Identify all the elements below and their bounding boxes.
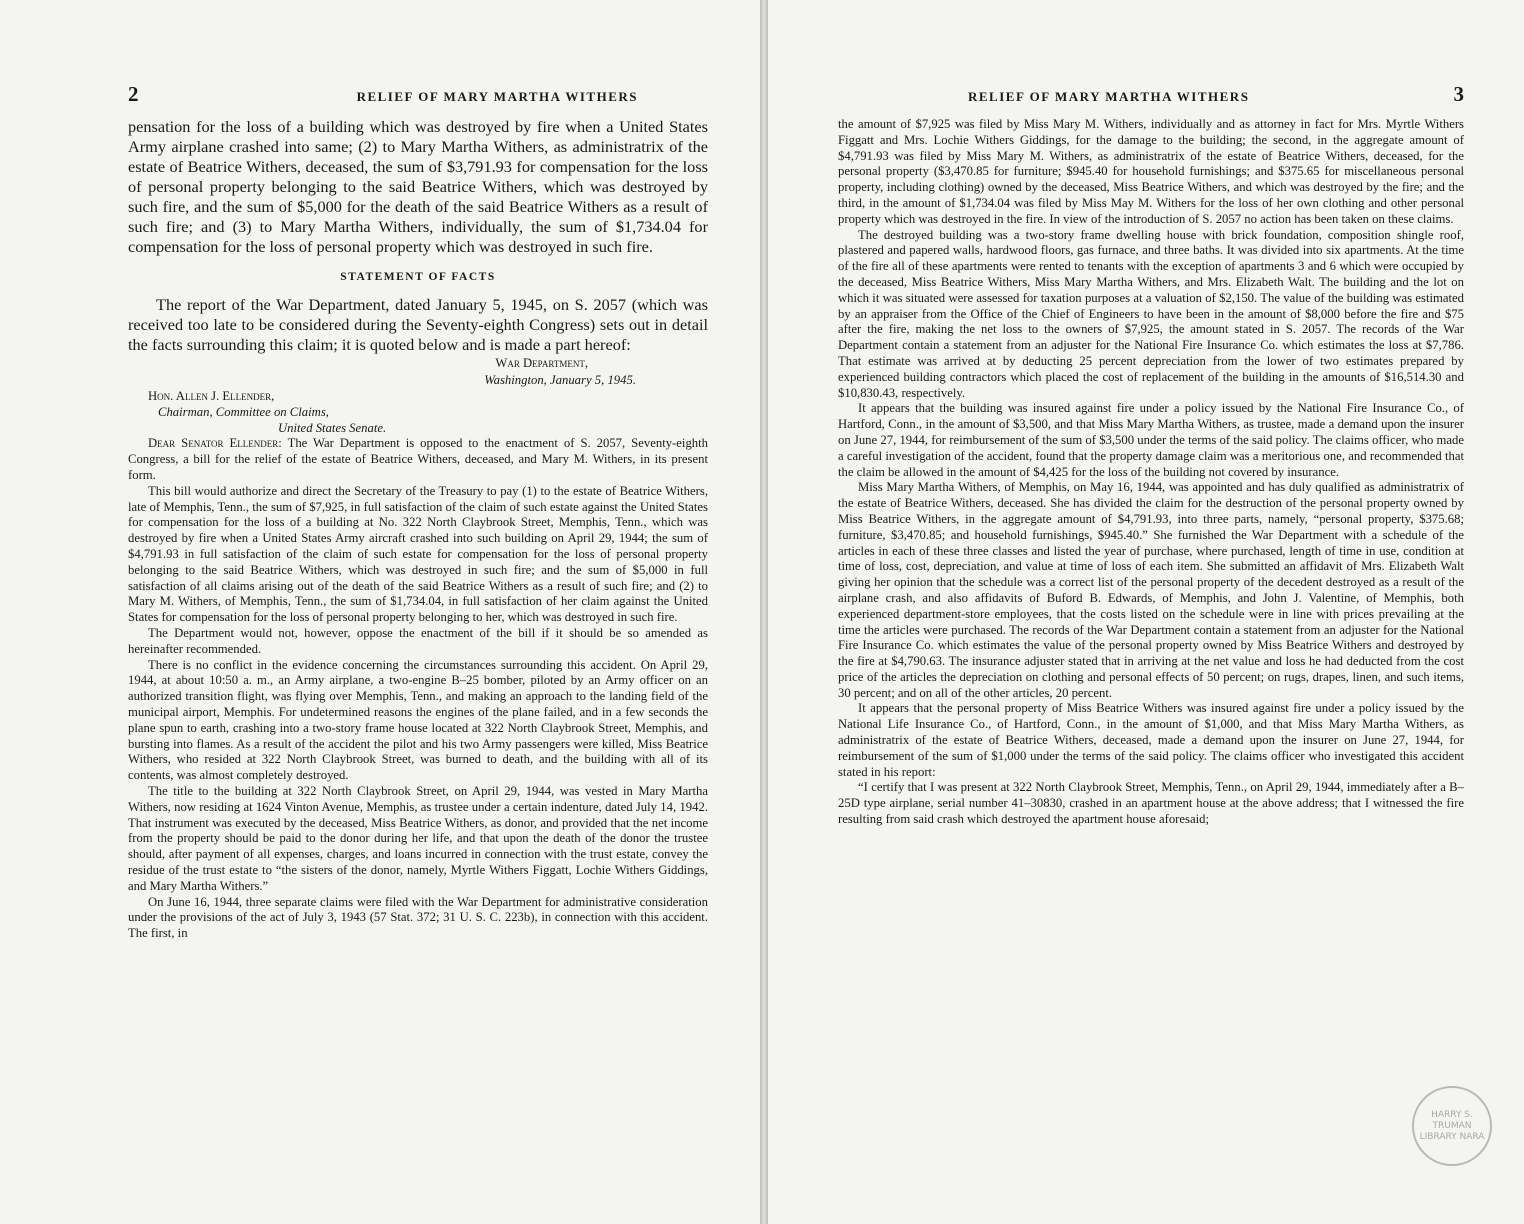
- left-page-header: [128, 82, 708, 107]
- letter-paragraph: Miss Mary Martha Withers, of Memphis, on May 16, 1944, was appointed and has duly qualified as administratrix of the estate of Beatrice Withers, deceased. She has divided the claim for the destruction of the personal property owned by Miss Beatrice Withers, in the aggregate amount of $4,791.93, into three parts, namely, “personal property, $375.68; furniture, $3,470.85; and household furnishings, $945.40.” She furnished the War Department with a schedule of the articles in each of these three classes and listed the year of purchase, where purchased, length of time in use, condition at time of loss, cost, depreciation, and value at time of loss of each item. She submitted an affidavit of Mrs. Elizabeth Walt giving her opinion that the schedule was a correct list of the personal property of the decedent destroyed as a result of the airplane crash, and also affidavits of Buford B. Edwards, of Memphis, and John J. Valentine, of Memphis, both experienced department-store employees, that the costs listed on the schedule were in line with prices prevailing at the time the articles were purchased. The records of the War Department contain a statement from an adjuster for the National Fire Insurance Co. which estimates the value of the personal property owned by Miss Beatrice Withers and destroyed by the fire at $4,790.63. The insurance adjuster stated that in arriving at the net value and loss he had deducted from the cost price of the articles the depreciation on clothing and personal effects of 50 percent; on rugs, drapes, linen, and such items, 30 percent; and on all of the other articles, 20 percent.: [838, 480, 1464, 700]
- letter-paragraph: It appears that the personal property of Miss Beatrice Withers was insured against fire under a policy issued by the National Life Insurance Co., of Hartford, Conn., in the amount of $1,000, and that Miss Mary Martha Withers, as administratrix of the estate of Beatrice Withers, deceased, made a demand upon the insurer on June 27, 1944, for reimbursement of the sum of $1,000 under the terms of the said policy. The claims officer who investigated this accident stated in his report:: [838, 701, 1464, 779]
- letter-paragraph: On June 16, 1944, three separate claims were filed with the War Department for administrative consideration under the provisions of the act of July 3, 1943 (57 Stat. 372; 31 U. S. C. 223b), in connection with this accident. The first, in: [128, 894, 708, 941]
- letter-addressee: [128, 389, 708, 436]
- running-title: RELIEF OF MARY MARTHA WITHERS: [356, 89, 638, 104]
- addressee-body: United States Senate.: [278, 420, 387, 435]
- letter-paragraph: The title to the building at 322 North Claybrook Street, on April 29, 1944, was vested in Mary Martha Withers, now residing at 1624 Vinton Avenue, Memphis, as trustee under a certain indenture, dated July 14, 1942. That instrument was executed by the deceased, Miss Beatrice Withers, as donor, and provided that the net income from the property should be paid to the donor during her life, and that upon the death of the donor the trustee should, after payment of all expenses, charges, and loans incurred in connection with the trust estate, convey the residue of the trust estate to “the sisters of the donor, namely, Myrtle Withers Figgatt, Lochie Withers Giddings, and Mary Martha Withers.”: [128, 783, 708, 893]
- letter-paragraph: It appears that the building was insured against fire under a policy issued by the National Fire Insurance Co., of Hartford, Conn., in the amount of $3,500, and that Miss Mary Martha Withers, as trustee, made a demand upon the insurer on June 27, 1944, for reimbursement of the sum of $3,500 under the terms of the said policy. The claims officer, who made a careful investigation of the accident, found that the property damage claim was a meritorious one, and recommended that the claim be allowed in the amount of $4,425 for the loss of the building not covered by insurance.: [838, 401, 1464, 479]
- addressee-title: Chairman, Committee on Claims,: [158, 404, 329, 419]
- letter-paragraph: There is no conflict in the evidence concerning the circumstances surrounding this accident. On April 29, 1944, at about 10:50 a. m., an Army airplane, a two-engine B–25 bomber, piloted by an Army officer on an authorized transition flight, was flying over Memphis, Tenn., and making an approach to the landing field of the municipal airport, Memphis. For undetermined reasons the engines of the plane failed, and in a few seconds the plane spun to earth, crashing into a two-story frame house located at 322 North Claybrook Street, Memphis, and bursting into flames. As a result of the accident the pilot and his two Army passengers were killed, Miss Beatrice Withers, who resided at 322 North Claybrook Street, was burned to death, and the building with all of its contents, was almost completely destroyed.: [128, 657, 708, 783]
- salutation: Dear Senator Ellender:: [148, 436, 282, 451]
- left-page: [0, 0, 760, 1224]
- archive-stamp: HARRY S. TRUMAN LIBRARY NARA: [1412, 1086, 1492, 1166]
- report-paragraph: The report of the War Department, dated January 5, 1945, on S. 2057 (which was received too late to be considered during the Seventy-eighth Congress) sets out in detail the facts surrounding this claim; it is quoted below and is made a part hereof:: [128, 295, 708, 354]
- letter-place-date: Washington, January 5, 1945.: [484, 373, 636, 387]
- section-heading: STATEMENT OF FACTS: [340, 271, 496, 283]
- letter-paragraph: “I certify that I was present at 322 North Claybrook Street, Memphis, Tenn., on April 29, 1944, immediately after a B–25D type airplane, serial number 41–30830, crashed in an apartment house at the above address; that I witnessed the fire resulting from said crash which destroyed the apartment house aforesaid;: [838, 780, 1464, 827]
- letter-paragraph: The destroyed building was a two-story frame dwelling house with brick foundation, composition shingle roof, plastered and papered walls, hardwood floors, gas furnace, and three baths. It was divided into six apartments. At the time of the fire all of these apartments were rented to tenants with the exception of apartments 3 and 6 which were occupied by the deceased, Miss Beatrice Withers, Miss Mary Martha Withers, and Mrs. Elizabeth Walt. The building and the lot on which it was situated were assessed for taxation purposes at a valuation of $2,150. The value of the building was estimated by an appraiser from the Office of the Chief of Engineers to have been in the amount of $8,000 before the fire and $75 after the fire, making the net loss to the owners of $7,925, the amount stated in S. 2057. The records of the War Department contain a statement from an adjuster for the National Fire Insurance Co. which estimates the loss at $7,786. That estimate was arrived at by deducting 25 percent depreciation from the lower of two estimates prepared by experienced building contractors which placed the cost of replacement of the building in the amounts of $16,514.30 and $10,830.43, respectively.: [838, 227, 1464, 400]
- letter-header: [128, 355, 708, 389]
- page-number: 3: [1453, 82, 1464, 106]
- addressee-name: Hon. Allen J. Ellender,: [148, 389, 275, 403]
- letter-paragraph-text: The War Department is opposed to the enactment of S. 2057, Seventy-eighth Congress, a bill for the relief of the estate of Beatrice Withers, deceased, and Mary M. Withers, in its present form.: [128, 436, 708, 482]
- running-title: RELIEF OF MARY MARTHA WITHERS: [968, 89, 1250, 104]
- right-page: [768, 0, 1524, 1224]
- letter-from: War Department,: [495, 356, 588, 370]
- letter-paragraph: This bill would authorize and direct the Secretary of the Treasury to pay (1) to the estate of Beatrice Withers, late of Memphis, Tenn., the sum of $7,925, in full satisfaction of the claim of such estate against the United States for compensation for the loss of a building at No. 322 North Claybrook Street, Memphis, Tenn., which was destroyed by fire when a United States Army aircraft crashed into such building on April 29, 1944; the sum of $4,791.93 in full satisfaction of the claim of such estate for compensation for the loss of personal property belonging to the said Beatrice Withers, which was destroyed in such fire; and the sum of $5,000 in full satisfaction of all claims arising out of the death of the said Beatrice Withers as a result of such fire; and (2) to Mary M. Withers, of Memphis, Tenn., the sum of $1,734.04, in full satisfaction of her claim against the United States for compensation for the loss of personal property belonging to her, which was destroyed in such fire.: [128, 483, 708, 625]
- letter-paragraph: the amount of $7,925 was filed by Miss Mary M. Withers, individually and as attorney in fact for Mrs. Myrtle Withers Figgatt and Mrs. Lochie Withers Giddings, for the damage to the building; the second, in the aggregate amount of $4,791.93 was filed by Miss Mary M. Withers, as administratrix of the estate of Beatrice Withers, deceased, for the personal property ($3,470.85 for furniture; $945.40 for household furnishings; and $375.65 for miscellaneous personal property, including clothing) owned by the deceased, Miss Beatrice Withers, and which was destroyed by the fire; and the third, in the amount of $1,734.04 was filed by Miss May M. Withers for the loss of her own clothing and other personal property which was destroyed in the fire. In view of the introduction of S. 2057 no action has been taken on these claims.: [838, 117, 1464, 226]
- right-page-header: [838, 82, 1464, 107]
- page-number: 2: [128, 82, 139, 106]
- intro-paragraph: pensation for the loss of a building which was destroyed by fire when a United States Army airplane crashed into same; (2) to Mary Martha Withers, as administratrix of the estate of Beatrice Withers, deceased, the sum of $3,791.93 for compensation for the loss of personal property belonging to the said Beatrice Withers, which was destroyed by such fire, and the sum of $5,000 for the death of the said Beatrice Withers as a result of such fire; and (3) to Mary Martha Withers, individually, the sum of $1,734.04 for compensation for the loss of personal property which was destroyed in such fire.: [128, 117, 708, 256]
- letter-paragraph: [128, 436, 708, 483]
- letter-paragraph: The Department would not, however, oppose the enactment of the bill if it should be so amended as hereinafter recommended.: [128, 625, 708, 656]
- book-gutter: [760, 0, 768, 1224]
